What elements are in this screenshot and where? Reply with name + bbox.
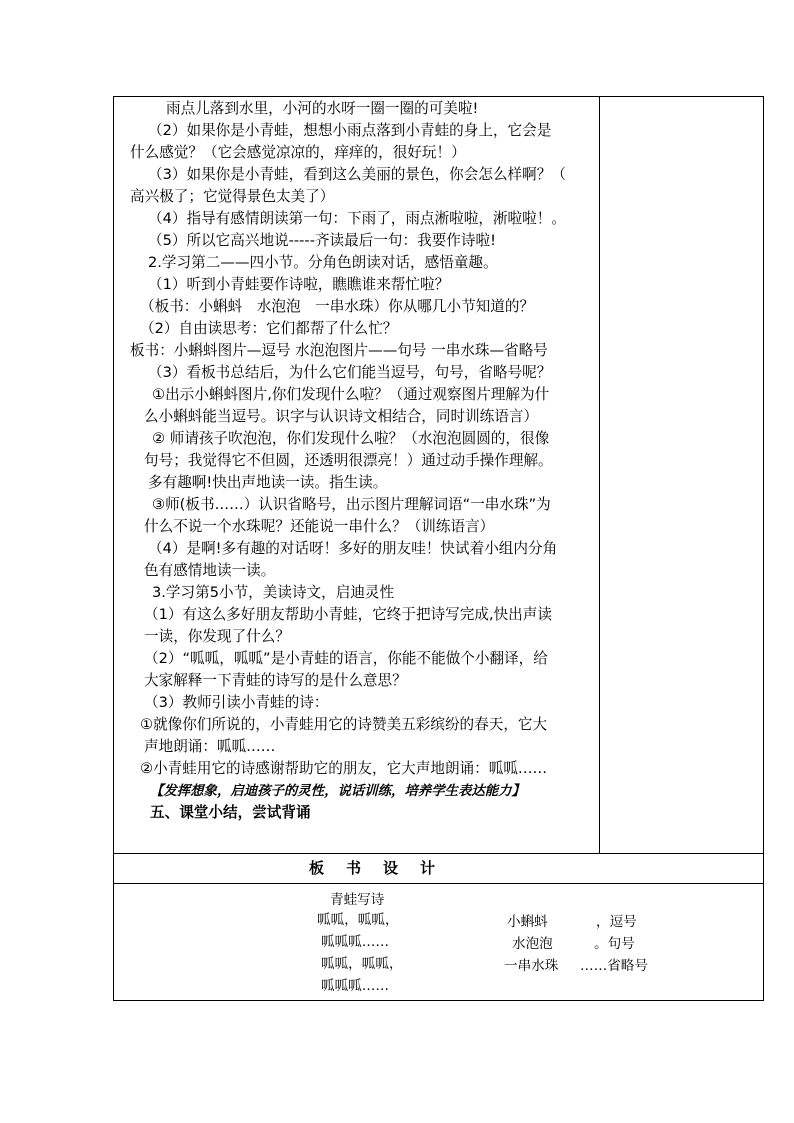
column-divider <box>599 97 600 853</box>
text-line: 声地朗诵：呱呱…… <box>144 738 276 755</box>
text-line: （3）如果你是小青蛙，看到这么美丽的景色，你会怎么样啊？（ <box>148 166 566 183</box>
text-line: 3.学习第5小节，美读诗文，启迪灵性 <box>152 584 395 601</box>
text-line: 板书：小蝌蚪图片—逗号 水泡泡图片——句号 一串水珠—省略号 <box>130 342 548 359</box>
text-line: 高兴极了；它觉得景色太美了） <box>130 188 335 205</box>
text-line: 多有趣啊!快出声地读一读。指生读。 <box>148 474 388 491</box>
text-line: （1）听到小青蛙要作诗啦，瞧瞧谁来帮忙啦？ <box>148 276 450 293</box>
text-line: ①就像你们所说的，小青蛙用它的诗赞美五彩缤纷的春天，它大 <box>140 716 548 733</box>
text-line: （3）教师引读小青蛙的诗： <box>144 694 329 711</box>
lesson-table <box>113 96 764 1001</box>
text-line: （5）所以它高兴地说-----齐读最后一句：我要作诗啦! <box>148 232 496 249</box>
row-divider <box>114 883 763 884</box>
text-line: 什么不说一个水珠呢？还能说一串什么？（训练语言） <box>144 518 495 535</box>
section-heading: 五、课堂小结，尝试背诵 <box>150 804 311 821</box>
text-line: （板书：小蝌蚪 水泡泡 一串水珠）你从哪几小节知道的？ <box>140 298 535 315</box>
board-item-mark: 。句号 <box>594 936 635 952</box>
teaching-note: 【发挥想象，启迪孩子的灵性，说话训练，培养学生表达能力】 <box>150 783 525 799</box>
text-line: ①出示小蝌蚪图片,你们发现什么啦？（通过观察图片理解为什 <box>152 386 550 403</box>
board-item-name: 水泡泡 <box>512 936 553 952</box>
board-poem-line: 呱呱呱…… <box>321 934 389 950</box>
board-design-title <box>114 853 763 883</box>
text-line: 色有感情地读一读。 <box>144 562 276 579</box>
text-line: 2.学习第二——四小节。分角色朗读对话，感悟童趣。 <box>148 254 498 271</box>
text-line: ③师(板书……）认识省略号，出示图片理解词语“一串水珠”为 <box>152 496 551 513</box>
board-item-mark: ……省略号 <box>580 958 648 974</box>
board-item-name: 小蝌蚪 <box>507 914 548 930</box>
board-poem-line: 呱呱，呱呱， <box>317 912 399 928</box>
text-line: 一读，你发现了什么？ <box>144 628 290 645</box>
text-line: （2）“呱呱，呱呱”是小青蛙的语言，你能不能做个小翻译，给 <box>144 650 548 667</box>
text-line: （2）如果你是小青蛙，想想小雨点落到小青蛙的身上，它会是 <box>148 122 552 139</box>
text-line: （2）自由读思考：它们都帮了什么忙？ <box>140 320 398 337</box>
text-line: ②小青蛙用它的诗感谢帮助它的朋友，它大声地朗诵：呱呱…… <box>140 760 548 777</box>
board-poem-title: 青蛙写诗 <box>330 892 385 908</box>
text-line: 么小蝌蚪能当逗号。识字与认识诗文相结合，同时训练语言） <box>144 408 539 425</box>
board-item-mark: ，逗号 <box>596 914 637 930</box>
text-line: （4）指导有感情朗读第一句：下雨了，雨点淅啦啦，淅啦啦！。 <box>148 210 566 227</box>
text-line: （3）看板书总结后，为什么它们能当逗号，句号，省略号呢？ <box>148 364 552 381</box>
text-line: （4）是啊!多有趣的对话呀！多好的朋友哇！快试着小组内分角 <box>148 540 558 557</box>
board-poem-line: 呱呱，呱呱， <box>321 956 403 972</box>
board-item-name: 一串水珠 <box>504 958 559 974</box>
text-line: 句号；我觉得它不但圆，还透明很漂亮！）通过动手操作理解。 <box>144 452 553 469</box>
board-design-title-text: 板书设计 <box>309 859 458 877</box>
text-line: 大家解释一下青蛙的诗写的是什么意思？ <box>144 672 407 689</box>
board-poem-line: 呱呱呱…… <box>321 978 389 994</box>
text-line: 雨点儿落到水里，小河的水呀一圈一圈的可美啦! <box>166 100 479 117</box>
text-line: （1）有这么多好朋友帮助小青蛙，它终于把诗写完成,快出声读 <box>144 606 552 623</box>
text-line: ② 师请孩子吹泡泡，你们发现什么啦？（水泡泡圆圆的，很像 <box>152 430 550 447</box>
text-line: 什么感觉？（它会感觉凉凉的，痒痒的，很好玩！） <box>130 144 466 161</box>
